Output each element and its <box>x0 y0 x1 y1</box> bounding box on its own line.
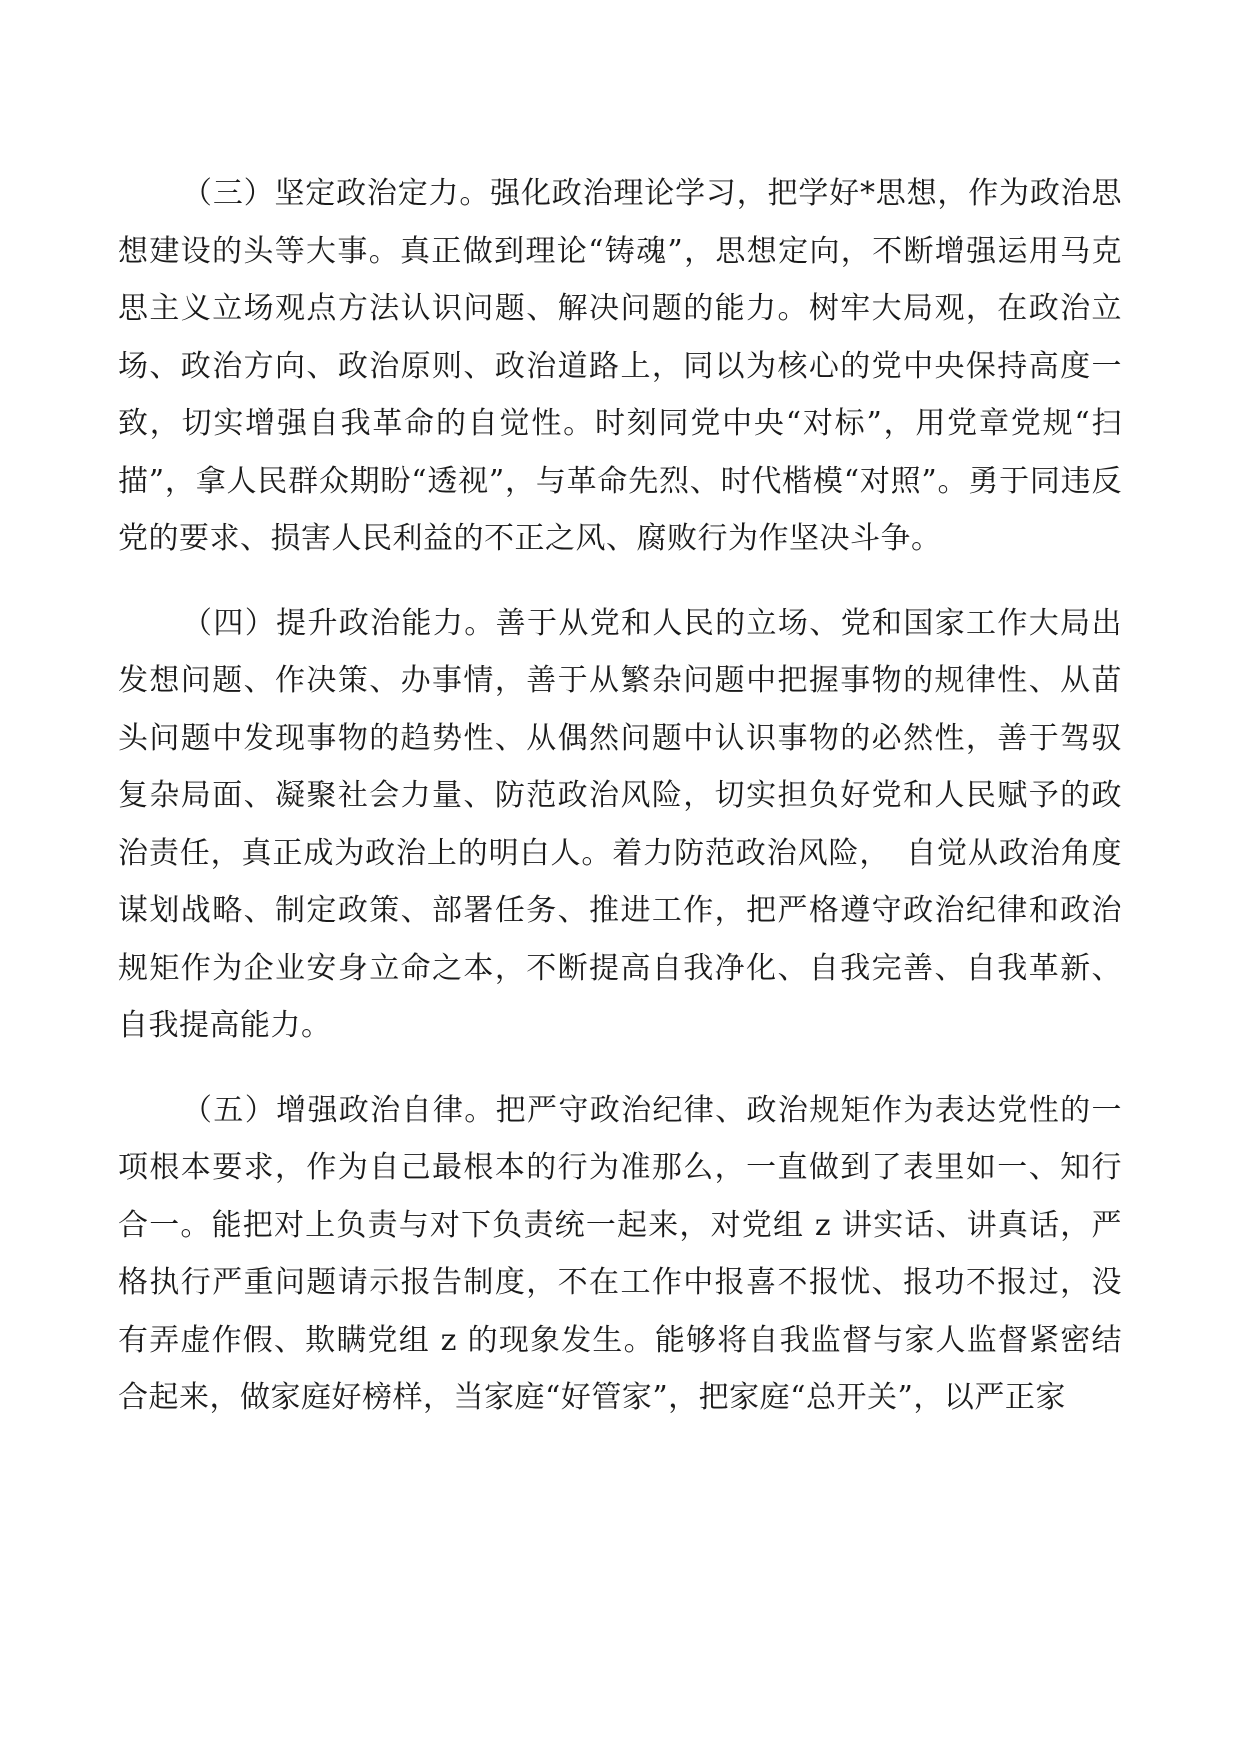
paragraph-section-3: （三）坚定政治定力。强化政治理论学习，把学好*思想，作为政治思想建设的头等大事。真正做到理论“铸魂”，思想定向，不断增强运用马克思主义立场观点方法认识问题、解决问题的能力。树牢大局观，在政治立场、政治方向、政治原则、政治道路上，同以为核心的党中央保持高度一致，切实增强自我革命的自觉性。时刻同党中央“对标”，用党章党规“扫描”，拿人民群众期盼“透视”，与革命先烈、时代楷模“对照”。勇于同违反党的要求、损害人民利益的不正之风、腐败行为作坚决斗争。 <box>118 176 1122 556</box>
paragraph-section-5: （五）增强政治自律。把严守政治纪律、政治规矩作为表达党性的一项根本要求，作为自己最根本的行为准那么，一直做到了表里如一、知行合一。能把对上负责与对下负责统一起来，对党组 z 讲实话、讲真话，严格执行严重问题请示报告制度，不在工作中报喜不报忧、报功不报过，没有弄虚作假、欺瞒党组 z 的现象发生。能够将自我监督与家人监督紧密结合起来，做家庭好榜样，当家庭“好管家”，把家庭“总开关”，以严正家 <box>118 1092 1122 1415</box>
paragraph-section-4: （四）提升政治能力。善于从党和人民的立场、党和国家工作大局出发想问题、作决策、办事情，善于从繁杂问题中把握事物的规律性、从苗头问题中发现事物的趋势性、从偶然问题中认识事物的必然性，善于驾驭复杂局面、凝聚社会力量、防范政治风险，切实担负好党和人民赋予的政治责任，真正成为政治上的明白人。着力防范政治风险， 自觉从政治角度谋划战略、制定政策、部署任务、推进工作，把严格遵守政治纪律和政治规矩作为企业安身立命之本，不断提高自我净化、自我完善、自我革新、自我提高能力。 <box>118 605 1122 1043</box>
document-body <box>118 165 1122 1454</box>
